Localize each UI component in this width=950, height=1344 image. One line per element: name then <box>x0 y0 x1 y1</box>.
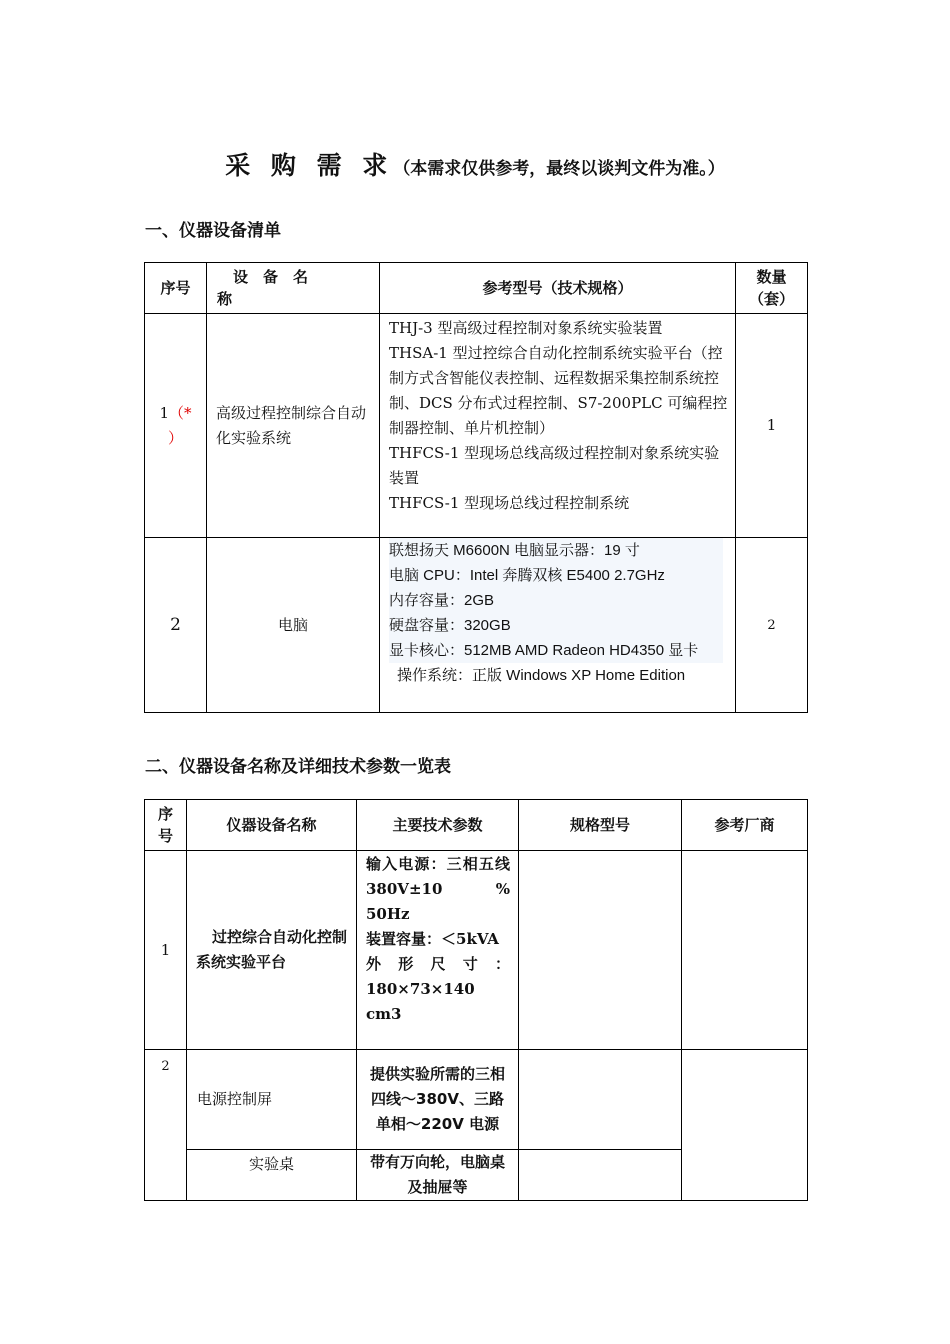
header-qty: 数量 （套） <box>736 263 808 314</box>
header-spec: 参考型号（技术规格） <box>380 263 736 314</box>
table-row <box>145 314 808 538</box>
t2-row1-vendor <box>682 851 808 1050</box>
t2-row1-model <box>519 851 682 1050</box>
row1-qty: 1 <box>736 314 808 538</box>
row2-qty: 2 <box>736 538 808 713</box>
t2-row2b-params: 带有万向轮，电脑桌及抽屉等 <box>357 1150 519 1201</box>
row2-spec: 联想扬天 M6600N 电脑显示器：19 寸 电脑 CPU：Intel 奔腾双核 E5400 2.7GHz 内存容量：2GB 硬盘容量：320GB 显卡核心：512MB AMD Radeon HD4350 显卡 操作系统：正版 Windows XP Home Edition <box>380 538 736 713</box>
header-model: 规格型号 <box>519 800 682 851</box>
t2-row2b-name: 实验桌 <box>187 1150 357 1201</box>
header-no: 序 号 <box>145 800 187 851</box>
t2-row2a-params: 提供实验所需的三相四线～380V、三路单相～220V 电源 <box>357 1050 519 1150</box>
row2-no: 2 <box>145 538 207 713</box>
equipment-list-table <box>144 262 808 713</box>
table-row <box>145 1050 808 1150</box>
title-main: 采 购 需 求 <box>225 151 394 180</box>
t2-row2b-model <box>519 1150 682 1201</box>
t2-row2-vendor <box>682 1050 808 1201</box>
t2-row2a-model <box>519 1050 682 1150</box>
page-title <box>0 146 950 182</box>
t2-row2a-name: 电源控制屏 <box>187 1050 357 1150</box>
t2-row1-name: 过控综合自动化控制系统实验平台 <box>187 851 357 1050</box>
header-name: 设 备 名 称 <box>207 263 380 314</box>
row1-name: 高级过程控制综合自动化实验系统 <box>207 314 380 538</box>
table-header-row <box>145 800 808 851</box>
row1-spec: THJ-3 型高级过程控制对象系统实验装置 THSA-1 型过控综合自动化控制系统实验平台（控制方式含智能仪表控制、远程数据采集控制系统控制、DCS 分布式过程控制、S7-200PLC 可编程控制器控制、单片机控制） THFCS-1 型现场总线高级过程控制对象系统实验装置 THFCS-1 型现场总线过程控制系统 <box>380 314 736 538</box>
table-header-row <box>145 263 808 314</box>
t2-row1-params: 输入电源：三相五线 380V±10 % 50Hz 装置容量：＜5kVA 外形尺寸：180×73×140 cm3 <box>357 851 519 1050</box>
section1-heading: 一、仪器设备清单 <box>145 221 281 241</box>
row1-no: 1（* ） <box>145 314 207 538</box>
row2-name: 电脑 <box>207 538 380 713</box>
header-vendor: 参考厂商 <box>682 800 808 851</box>
tech-params-table <box>144 799 808 1201</box>
section2-heading: 二、仪器设备名称及详细技术参数一览表 <box>145 757 451 777</box>
t2-row1-no: 1 <box>145 851 187 1050</box>
title-note: （本需求仅供参考，最终以谈判文件为准。） <box>393 159 725 179</box>
header-name: 仪器设备名称 <box>187 800 357 851</box>
header-no: 序号 <box>145 263 207 314</box>
t2-row2-no: 2 <box>145 1050 187 1201</box>
header-params: 主要技术参数 <box>357 800 519 851</box>
table-row <box>145 538 808 713</box>
table-row <box>145 851 808 1050</box>
